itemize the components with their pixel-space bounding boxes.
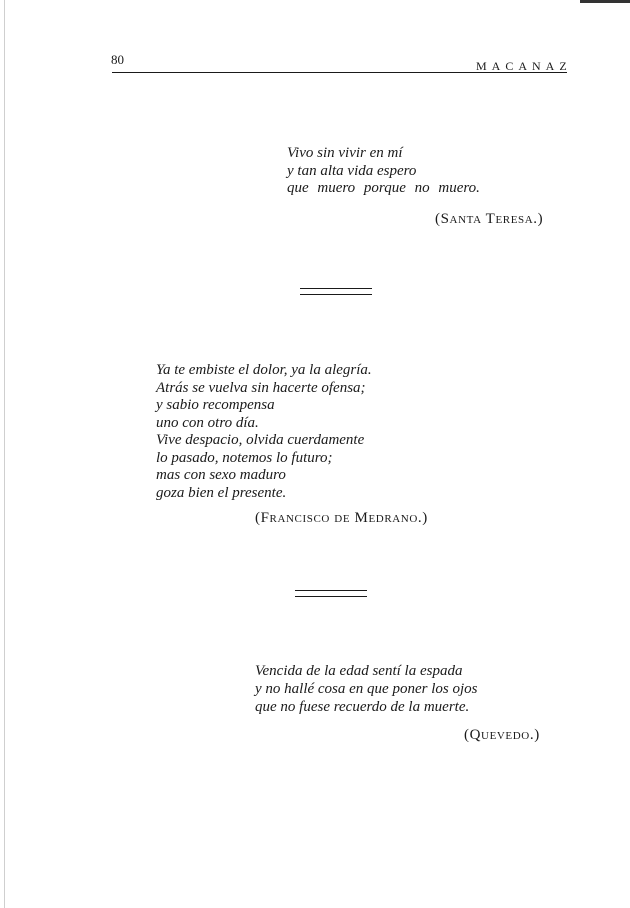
verse-line: lo pasado, notemos lo futuro;: [156, 449, 333, 466]
poem-santa-teresa: [287, 145, 480, 198]
verse-line: Vencida de la edad sentí la espada: [255, 663, 463, 679]
section-divider: [295, 596, 367, 597]
author-santa-teresa: (Santa Teresa.): [435, 211, 544, 227]
verse-line: uno con otro día.: [156, 414, 259, 431]
verse-line: Vivo sin vivir en mí: [287, 145, 403, 161]
verse-line: Atrás se vuelva sin hacerte ofensa;: [156, 379, 366, 396]
section-divider: [295, 590, 367, 591]
verse-line: y tan alta vida espero: [287, 162, 417, 179]
author-quevedo: (Quevedo.): [464, 727, 540, 743]
poem-quevedo: [255, 662, 477, 716]
corner-mark: [580, 0, 630, 3]
verse-line: y sabio recompensa: [156, 397, 275, 413]
verse-line: Vive despacio, olvida cuerdamente: [156, 432, 365, 448]
page-number: 80: [111, 52, 124, 67]
verse-line: que muero porque no muero.: [287, 180, 480, 196]
page-edge: [4, 0, 5, 908]
section-divider: [300, 288, 372, 289]
verse-line: y no hallé cosa en que poner los ojos: [255, 681, 478, 697]
header-rule: [112, 72, 567, 73]
poem-francisco-de-medrano: [156, 362, 372, 502]
verse-line: que no fuese recuerdo de la muerte.: [255, 699, 470, 715]
verse-line: goza bien el presente.: [156, 484, 287, 501]
author-francisco-de-medrano: (Francisco de Medrano.): [255, 510, 428, 526]
running-title: MACANAZ: [476, 59, 572, 73]
verse-line: Ya te embiste el dolor, ya la alegría.: [156, 362, 372, 378]
section-divider: [300, 294, 372, 295]
verse-line: mas con sexo maduro: [156, 467, 286, 483]
